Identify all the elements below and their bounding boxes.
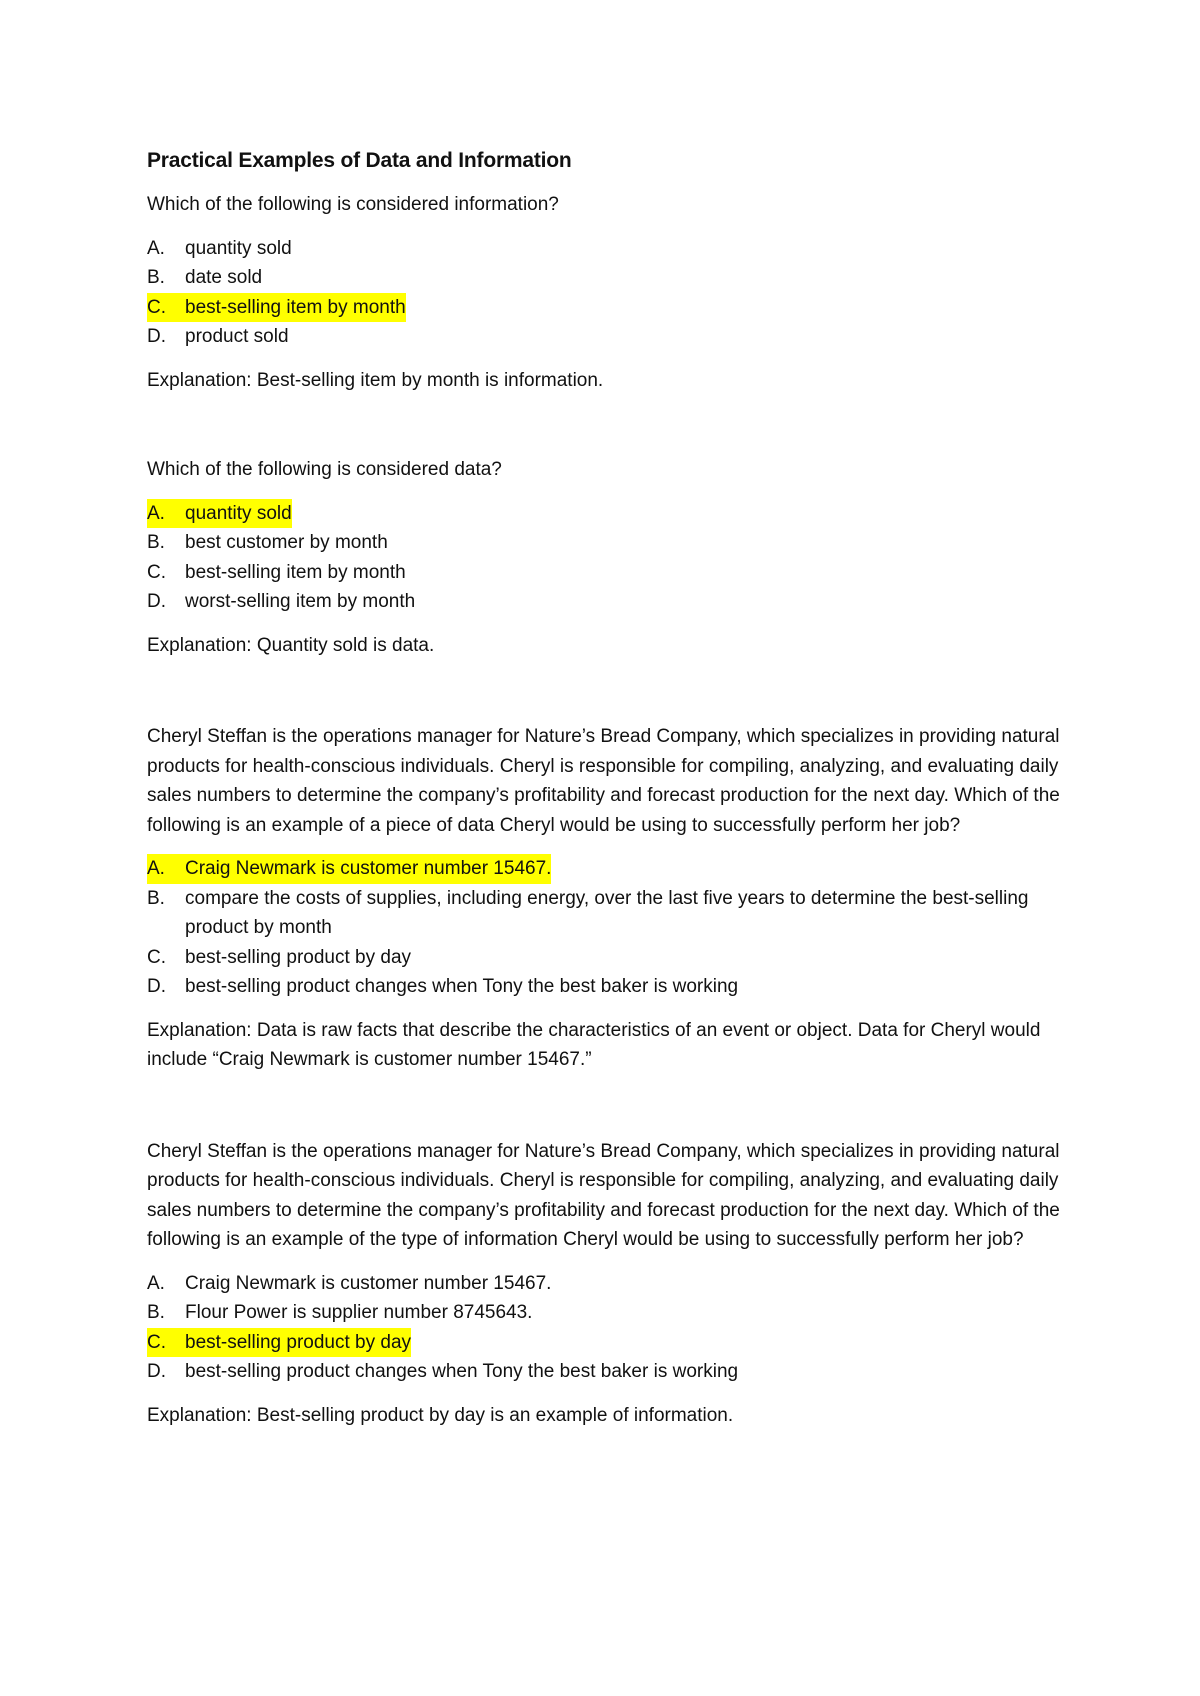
explanation-text: Explanation: Quantity sold is data.	[147, 634, 435, 656]
option-d	[147, 587, 1067, 617]
option-text: quantity sold	[185, 502, 292, 524]
option-a	[147, 1269, 1067, 1299]
option-letter: D.	[147, 591, 166, 612]
option-text: product sold	[185, 326, 289, 347]
answer-options	[147, 499, 1067, 617]
question-2	[147, 455, 1067, 660]
answer-options	[147, 1269, 1067, 1387]
question-text: Cheryl Steffan is the operations manager for Nature’s Bread Company, which specializes in providing natural products for health-conscious individuals. Cheryl is responsible for compiling, analyzing, and evaluating daily sales numbers to determine the company’s profitability and forecast production for the next day. Which of the following is an example of a piece of data Cheryl would be using to successfully perform her job?	[147, 726, 1060, 836]
option-text: compare the costs of supplies, including energy, over the last five years to determine the best-selling product by month	[185, 887, 1029, 938]
option-letter: B.	[147, 887, 165, 909]
option-c-correct	[147, 293, 1067, 323]
option-text: Craig Newmark is customer number 15467.	[185, 858, 552, 879]
answer-highlight	[147, 854, 551, 884]
option-c	[147, 943, 1067, 973]
answer-highlight	[147, 499, 292, 529]
question-text: Which of the following is considered data?	[147, 459, 502, 480]
option-letter: A.	[147, 1272, 165, 1294]
question-text: Cheryl Steffan is the operations manager for Nature’s Bread Company, which specializes in providing natural products for health-conscious individuals. Cheryl is responsible for compiling, analyzing, and evaluating daily sales numbers to determine the company’s profitability and forecast production for the next day. Which of the following is an example of the type of information Cheryl would be using to successfully perform her job?	[147, 1140, 1060, 1250]
option-a-correct	[147, 854, 1067, 884]
option-letter: B.	[147, 532, 165, 553]
option-text: best-selling product changes when Tony the best baker is working	[185, 976, 739, 997]
answer-highlight	[147, 1328, 411, 1358]
explanation-text: Explanation: Best-selling item by month is information.	[147, 369, 604, 391]
question-1	[147, 190, 1067, 395]
option-c	[147, 558, 1067, 588]
option-text: best-selling product changes when Tony the best baker is working	[185, 1361, 739, 1382]
option-text: best-selling product by day	[185, 1331, 412, 1353]
option-letter: D.	[147, 1361, 166, 1382]
option-letter: B.	[147, 1302, 165, 1323]
option-text: best-selling product by day	[185, 946, 412, 968]
option-letter: B.	[147, 267, 165, 288]
answer-highlight	[147, 293, 406, 323]
option-a	[147, 234, 1067, 264]
option-text: Craig Newmark is customer number 15467.	[185, 1272, 552, 1294]
document-content	[147, 146, 1067, 1430]
option-letter: C.	[147, 1331, 166, 1353]
option-d	[147, 972, 1067, 1002]
spacer	[147, 660, 1067, 722]
option-d	[147, 322, 1067, 352]
option-letter: C.	[147, 946, 166, 968]
explanation-text: Explanation: Data is raw facts that describe the characteristics of an event or object. Data for Cheryl would include “Craig Newmark is customer number 15467.”	[147, 1019, 1041, 1070]
option-b	[147, 263, 1067, 293]
option-letter: C.	[147, 561, 166, 583]
option-text: quantity sold	[185, 237, 292, 259]
option-text: best-selling item by month	[185, 561, 406, 583]
option-b	[147, 884, 1067, 943]
option-letter: D.	[147, 326, 166, 347]
option-d	[147, 1357, 1067, 1387]
spacer	[147, 1075, 1067, 1137]
option-b	[147, 1298, 1067, 1328]
question-text: Which of the following is considered information?	[147, 194, 559, 215]
option-text: Flour Power is supplier number 8745643.	[185, 1302, 533, 1323]
question-3	[147, 722, 1067, 1075]
option-letter: A.	[147, 502, 165, 524]
document-title: Practical Examples of Data and Information	[147, 149, 572, 172]
option-text: best customer by month	[185, 532, 388, 553]
option-letter: A.	[147, 858, 165, 879]
question-4	[147, 1137, 1067, 1431]
option-letter: D.	[147, 976, 166, 997]
option-b	[147, 528, 1067, 558]
answer-options	[147, 234, 1067, 352]
option-a-correct	[147, 499, 1067, 529]
option-letter: C.	[147, 296, 166, 318]
explanation-text: Explanation: Best-selling product by day is an example of information.	[147, 1404, 734, 1426]
option-text: best-selling item by month	[185, 296, 406, 318]
option-text: worst-selling item by month	[185, 591, 416, 612]
answer-options	[147, 854, 1067, 1002]
spacer	[147, 395, 1067, 455]
option-text: date sold	[185, 267, 263, 288]
option-letter: A.	[147, 237, 165, 259]
option-c-correct	[147, 1328, 1067, 1358]
